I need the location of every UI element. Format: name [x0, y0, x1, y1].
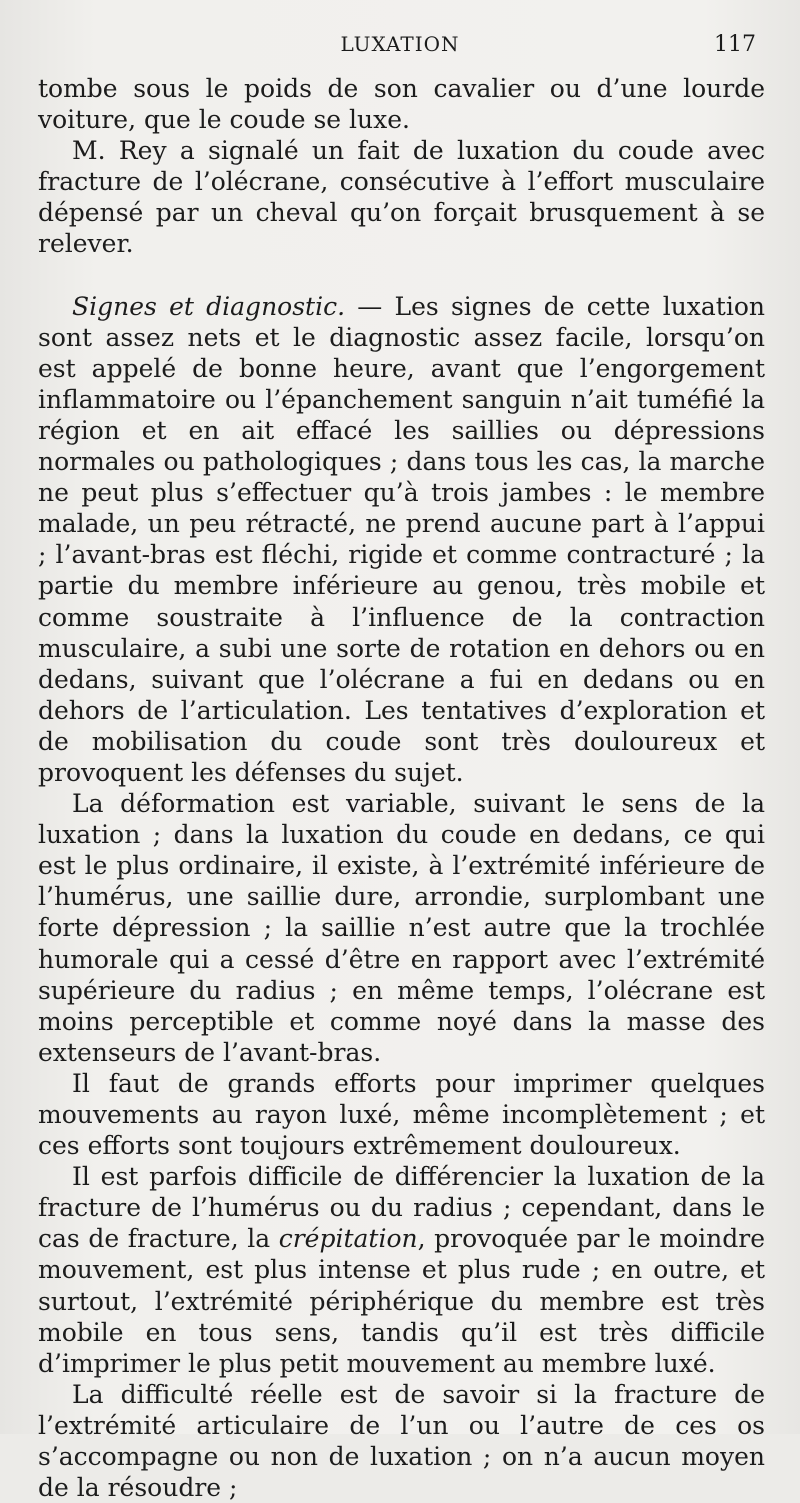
body-text [38, 73, 765, 1503]
paragraph-signs-text: — Les signes de cette luxation sont assez nets et le diagnostic assez facile, lorsqu’on est appelé de bonne heure, avant que l’engorgement inflammatoire ou l’épanchement sanguin n’ait tuméfié la région et en ait effacé les saillies ou dépressions normales ou pathologiques ; dans tous les cas, la marche ne peut plus s’effectuer qu’à trois jambes : le membre malade, un peu rétracté, ne prend aucune part à l’appui ; l’avant-bras est fléchi, rigide et comme contracturé ; la partie du membre inférieure au genou, très mobile et comme soustraite à l’influence de la contraction musculaire, a subi une sorte de rotation en dehors ou en dedans, suivant que l’olécrane a fui en dedans ou en dehors de l’articulation. Les tentatives d’exploration et de mobilisation du coude sont très douloureux et provoquent les défenses du sujet. [38, 291, 765, 787]
paragraph-rey-case: M. Rey a signalé un fait de luxation du coude avec fracture de l’olécrane, consécutive à l’effort musculaire dépensé par un cheval qu’on forçait brusquement à se relever. [38, 136, 765, 259]
paragraph-differential [38, 1161, 765, 1379]
paragraph-difficulty: La difficulté réelle est de savoir si la fracture de l’extrémité articulaire de l’un ou l’autre de ces os s’accompagne ou non de luxation ; on n’a aucun moyen de la résoudre ; [38, 1379, 765, 1503]
paragraph-differential-start: Il est parfois difficile de différencier la luxation de la fracture de l’humérus ou du radius ; cependant, dans le cas de fracture, la [38, 1162, 765, 1254]
section-heading-signes-et-diagnostic: Signes et diagnostic. [72, 291, 346, 321]
paragraph-continuation: tombe sous le poids de son cavalier ou d’une lourde voiture, que le coude se luxe. [38, 74, 765, 135]
paragraph-signs-diagnosis [38, 291, 765, 789]
paragraph-differential-end: , provoquée par le moindre mouvement, est plus intense et plus rude ; en outre, et surtout, l’extrémité périphérique du membre est très mobile en tous sens, tandis qu’il est très difficile d’imprimer le plus petit mouvement au membre luxé. [38, 1224, 765, 1378]
term-crepitation: crépitation [278, 1224, 418, 1254]
running-title: LUXATION [340, 32, 460, 56]
paragraph-deformation: La déformation est variable, suivant le sens de la luxation ; dans la luxation du coude en dedans, ce qui est le plus ordinaire, il existe, à l’extrémité inférieure de l’humérus, une saillie dure, arrondie, surplombant une forte dépression ; la saillie n’est autre que la trochlée humorale qui a cessé d’être en rapport avec l’extrémité supérieure du radius ; en même temps, l’olécrane est moins perceptible et comme noyé dans la masse des extenseurs de l’avant-bras. [38, 789, 765, 1067]
page-number: 117 [714, 32, 756, 57]
page-header [0, 30, 800, 64]
paragraph-efforts: Il faut de grands efforts pour imprimer quelques mouvements au rayon luxé, même incomplètement ; et ces efforts sont toujours extrêmement douloureux. [38, 1068, 765, 1161]
